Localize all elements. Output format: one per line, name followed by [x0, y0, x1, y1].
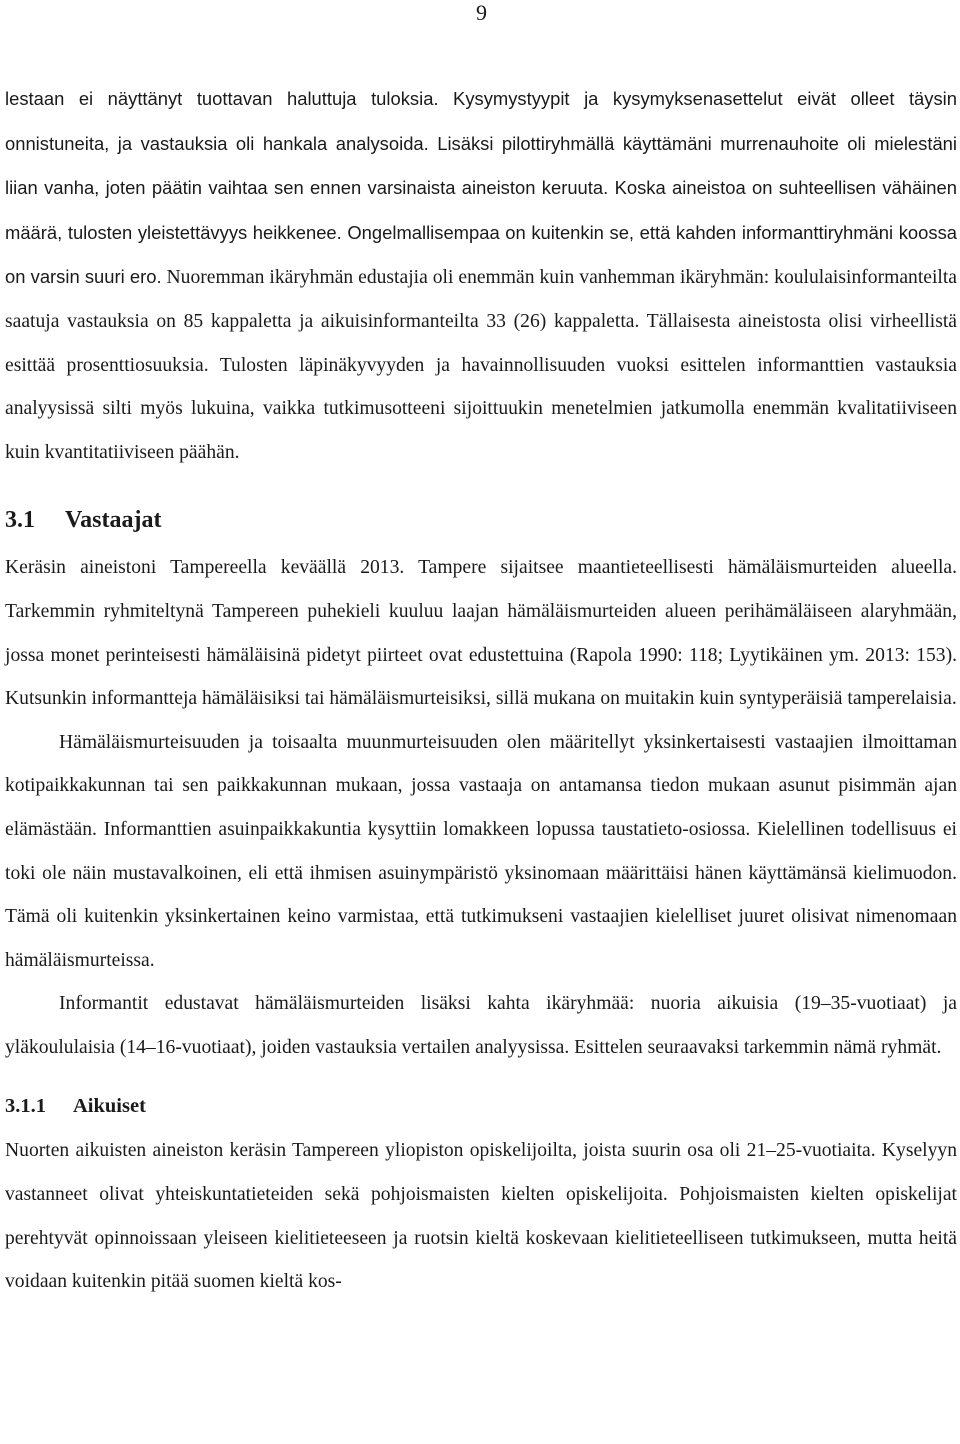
page-number: 9 — [476, 0, 487, 25]
page-content — [5, 77, 957, 1304]
subsection-heading — [5, 1083, 957, 1129]
paragraph-intro-serif-text: Nuoremman ikäryhmän edustajia oli enemmän kuin vanhemman ikäryhmän: koululaisinformanteilta saatuja vastauksia on 85 kappaletta ja aikuisinformanteilta 33 (26) kappaletta. Tällaisesta aineistosta olisi virheellistä esittää prosenttiosuuksia. Tulosten läpinäkyvyyden ja havainnollisuuden vuoksi esittelen informanttien vastauksia analyysissä silti myös lukuina, vaikka tutkimusotteeni sijoittuukin menetelmien jatkumolla enemmän kvalitatiiviseen kuin kvantitatiiviseen päähän. — [5, 267, 957, 463]
section-number: 3.1 — [5, 507, 35, 534]
subsection-number: 3.1.1 — [5, 1095, 46, 1118]
paragraph-location: Keräsin aineistoni Tampereella keväällä 2013. Tampere sijaitsee maantieteellisesti hämäläismurteiden alueella. Tarkemmin ryhmiteltynä Tampereen puhekieli kuuluu laajan hämäläismurteiden alueen perihämäläiseen alaryhmään, jossa monet perinteisesti hämäläisinä pidetyt piirteet ovat edustettuina (Rapola 1990: 118; Lyytikäinen ym. 2013: 153). Kutsunkin informantteja hämäläisiksi tai hämäläismurteisiksi, sillä mukana on muitakin kuin syntyperäisiä tamperelaisia. — [5, 557, 957, 710]
paragraph-age-groups: Informantit edustavat hämäläismurteiden lisäksi kahta ikäryhmää: nuoria aikuisia (19–35-vuotiaat) ja yläkoululaisia (14–16-vuotiaat), joiden vastauksia vertailen analyysissa. Esittelen seuraavaksi tarkemmin nämä ryhmät. — [5, 993, 957, 1058]
subsection-title: Aikuiset — [73, 1095, 146, 1118]
paragraph-intro-sans-text: lestaan ei näyttänyt tuottavan haluttuja tuloksia. Kysymystyypit ja kysymyksenasettelut eivät olleet täysin onnistuneita, ja vastauksia oli hankala analysoida. Lisäksi pilottiryhmällä käyttämäni murrenauhoite oli mielestäni liian vanha, joten päätin vaihtaa sen ennen varsinaista aineiston keruuta. Koska aineistoa on suhteellisen vähäinen määrä, tulosten yleistettävyys heikkenee. Ongelmallisempaa on kuitenkin se, että kahden informanttiryhmäni koossa on varsin suuri ero. — [5, 88, 957, 288]
paragraph-adults: Nuorten aikuisten aineiston keräsin Tampereen yliopiston opiskelijoilta, joista suurin osa oli 21–25-vuotiaita. Kyselyyn vastanneet olivat yhteiskuntatieteiden sekä pohjoismaisten kielten opiskelijoita. Pohjoismaisten kielten opiskelijat perehtyvät opinnoissaan yleiseen kielitieteeseen ja ruotsin kieltä koskevaan kielitieteelliseen tutkimukseen, mutta heitä voidaan kuitenkin pitää suomen kieltä kos- — [5, 1140, 957, 1293]
paragraph-dialect-definition: Hämäläismurteisuuden ja toisaalta muunmurteisuuden olen määritellyt yksinkertaisesti vastaajien ilmoittaman kotipaikkakunnan tai sen paikkakunnan mukaan, jossa vastaaja on antamansa tiedon mukaan asunut pisimmän ajan elämästään. Informanttien asuinpaikkakuntia kysyttiin lomakkeen lopussa taustatieto-osiossa. Kielellinen todellisuus ei toki ole näin mustavalkoinen, eli että ihmisen asuinympäristö yksinomaan määrittäisi hänen käyttämänsä kielimuodon. Tämä oli kuitenkin yksinkertainen keino varmistaa, että tutkimukseni vastaajien kielelliset juuret olisivat nimenomaan hämäläismurteissa. — [5, 731, 957, 971]
paragraph-intro — [5, 77, 957, 474]
section-heading — [5, 494, 957, 546]
section-title: Vastaajat — [65, 507, 162, 534]
